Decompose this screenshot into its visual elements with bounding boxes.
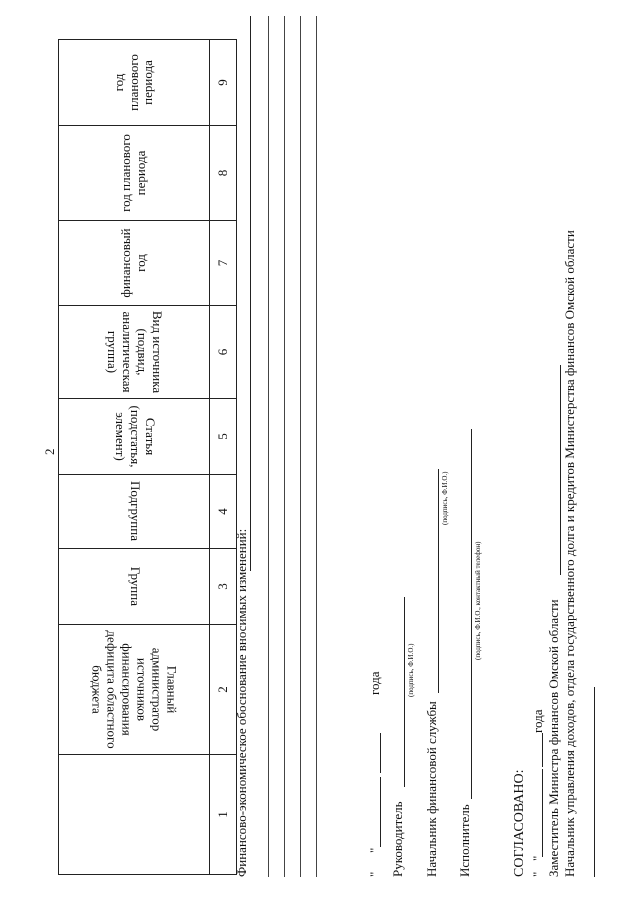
- column-number: 8: [210, 126, 237, 221]
- justification-line: [268, 16, 269, 877]
- approved-close-quote: ": [530, 855, 545, 861]
- column-number: 5: [210, 399, 237, 475]
- justification-line: [300, 16, 301, 877]
- head-dept-signature-line: [594, 687, 595, 877]
- finance-chief-label: Начальник финансовой службы: [424, 701, 439, 877]
- executor-hint: (подпись, Ф.И.О., контактный телефон): [474, 541, 482, 660]
- header-cell-source-type: Вид источника (подвид, аналитическая группа): [59, 306, 210, 399]
- approved-open-quote: ": [530, 871, 545, 877]
- page-number: 2: [42, 448, 57, 455]
- table-header-row: [59, 40, 210, 875]
- date-close-quote: ": [367, 847, 382, 853]
- deputy-minister-label: Заместитель Министра финансов Омской области: [546, 599, 561, 877]
- approved-year-word: года: [530, 709, 545, 733]
- date-year-line: [380, 733, 381, 773]
- column-number: 7: [210, 221, 237, 306]
- date-month-line: [380, 777, 381, 847]
- column-number: 9: [210, 40, 237, 126]
- approved-title: СОГЛАСОВАНО:: [512, 769, 527, 877]
- header-cell-fiscal-year: финансовый год: [59, 221, 210, 306]
- date-year-word: года: [367, 671, 382, 695]
- sources-table: [58, 39, 237, 875]
- executor-label: Исполнитель: [457, 804, 472, 877]
- column-number: 6: [210, 306, 237, 399]
- deputy-signature-line: [560, 365, 561, 575]
- column-number: 2: [210, 625, 237, 755]
- column-number: 4: [210, 475, 237, 549]
- column-number: 1: [210, 755, 237, 875]
- header-cell-group: Группа: [59, 549, 210, 625]
- header-cell: [59, 755, 210, 875]
- approved-month-line: [542, 769, 543, 857]
- head-signature-line: [404, 597, 405, 787]
- justification-line: [316, 16, 317, 877]
- date-open-quote: ": [367, 871, 382, 877]
- head-label: Руководитель: [390, 801, 405, 877]
- header-cell-article: Статья (подстатья, элемент): [59, 399, 210, 475]
- table-number-row: [210, 40, 237, 875]
- finance-chief-hint: (подпись, Ф.И.О.): [441, 471, 449, 525]
- column-number: 3: [210, 549, 237, 625]
- head-dept-label: Начальник управления доходов, отдела государственного долга и кредитов Министерства финансов Омской области: [562, 230, 577, 877]
- head-hint: (подпись, Ф.И.О.): [407, 643, 415, 697]
- approved-year-line: [542, 733, 543, 767]
- header-cell-subgroup: Подгруппа: [59, 475, 210, 549]
- finance-chief-signature-line: [438, 469, 439, 693]
- executor-signature-line: [471, 429, 472, 799]
- justification-label: Финансово-экономическое обоснование вносимых изменений:: [234, 528, 249, 877]
- header-cell-plan-year-1: год планового периода: [59, 126, 210, 221]
- header-cell-administrator: Главный администратор источников финансирования дефицита областного бюджета: [59, 625, 210, 755]
- justification-line: [284, 16, 285, 877]
- header-cell-plan-year-2: год планового периода: [59, 40, 210, 126]
- justification-line: [250, 16, 251, 571]
